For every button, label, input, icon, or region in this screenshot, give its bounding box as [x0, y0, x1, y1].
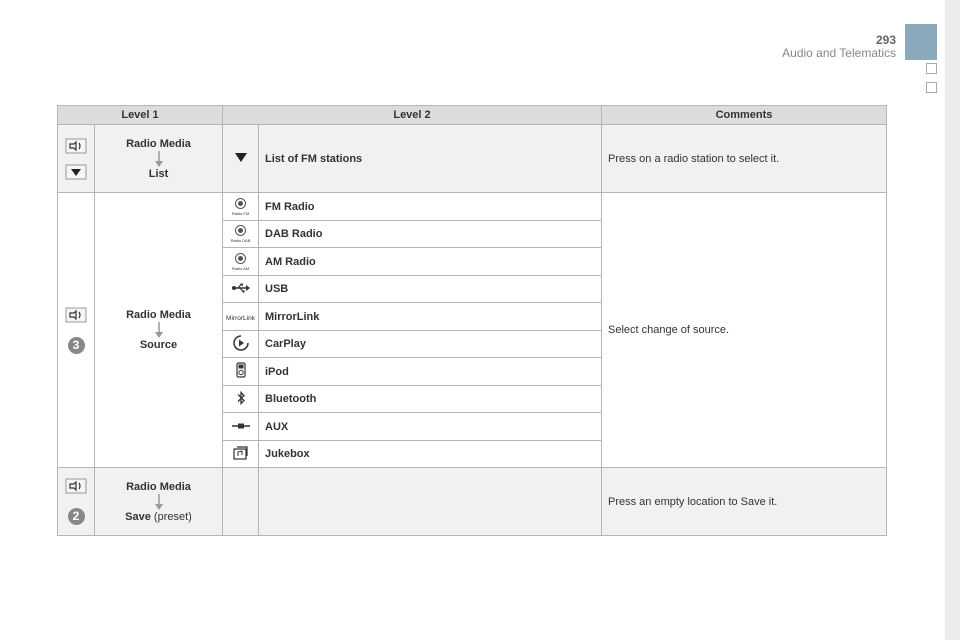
down-arrow-icon	[154, 494, 164, 510]
chapter-tab	[905, 24, 937, 60]
option-cell	[259, 468, 602, 536]
icon-caption: Radio FM	[231, 210, 250, 216]
option-icon-cell	[223, 193, 259, 221]
aux-icon	[231, 422, 251, 430]
level1-title: Radio Media	[126, 480, 191, 493]
option-list-fm-stations: List of FM stations	[259, 125, 602, 193]
down-arrow-icon	[154, 151, 164, 167]
option-jukebox: Jukebox	[259, 441, 602, 468]
page-edge-bar	[945, 0, 960, 640]
down-arrow-icon	[154, 322, 164, 338]
icon-caption: Radio DAB	[230, 238, 251, 243]
option-icon-cell	[223, 331, 259, 358]
level1-sub: Source	[139, 339, 178, 351]
option-ipod: iPod	[259, 358, 602, 386]
mirrorlink-icon: MirrorLink	[226, 314, 255, 322]
bluetooth-icon	[236, 390, 246, 406]
level1-title: Radio Media	[126, 137, 191, 150]
page-number: 293	[875, 33, 896, 47]
comment-cell: Press an empty location to Save it.	[602, 468, 887, 536]
carplay-icon	[232, 334, 250, 352]
level1-sub-bold: Save	[125, 510, 151, 523]
table-row	[58, 193, 887, 221]
radio-fm-icon	[235, 198, 246, 209]
step-badge: 2	[68, 508, 85, 525]
radio-media-icon	[65, 138, 87, 154]
level1-icon-cell	[58, 468, 95, 536]
comment-cell: Press on a radio station to select it.	[602, 125, 887, 193]
option-usb: USB	[259, 276, 602, 303]
menu-table	[57, 105, 887, 536]
table-row	[58, 468, 887, 536]
jukebox-icon	[232, 445, 250, 461]
option-bluetooth: Bluetooth	[259, 386, 602, 413]
option-fm-radio: FM Radio	[259, 193, 602, 221]
step-badge: 3	[68, 337, 85, 354]
ipod-icon	[236, 362, 246, 378]
level1-sub: List	[148, 167, 169, 180]
option-icon-cell	[223, 303, 259, 331]
option-icon-cell	[223, 441, 259, 468]
usb-icon	[231, 283, 251, 293]
radio-dab-icon	[235, 225, 246, 236]
level1-cell	[95, 193, 223, 468]
icon-caption: Radio AM	[231, 265, 250, 271]
level1-sub-normal: (preset)	[150, 510, 192, 523]
level1-icon-cell	[58, 125, 95, 193]
level1-cell	[95, 125, 223, 193]
option-icon-cell	[223, 221, 259, 248]
comment-cell: Select change of source.	[602, 193, 887, 468]
header-comments: Comments	[602, 106, 887, 125]
header-level1: Level 1	[58, 106, 223, 125]
option-mirrorlink: MirrorLink	[259, 303, 602, 331]
option-aux: AUX	[259, 413, 602, 441]
table-header-row	[58, 106, 887, 125]
edge-marker	[926, 63, 937, 74]
option-icon-cell	[223, 248, 259, 276]
option-icon-cell	[223, 413, 259, 441]
radio-am-icon	[235, 253, 246, 264]
section-title: Audio and Telematics	[782, 46, 896, 60]
option-dab-radio: DAB Radio	[259, 221, 602, 248]
option-icon-cell	[223, 468, 259, 536]
edge-marker	[926, 82, 937, 93]
option-carplay: CarPlay	[259, 331, 602, 358]
dropdown-triangle-icon	[234, 151, 248, 163]
table-row	[58, 125, 887, 193]
level1-cell	[95, 468, 223, 536]
option-icon-cell	[223, 386, 259, 413]
option-icon-cell	[223, 358, 259, 386]
level1-title: Radio Media	[126, 309, 191, 321]
option-icon-cell	[223, 125, 259, 193]
level1-icon-cell	[58, 193, 95, 468]
header-level2: Level 2	[223, 106, 602, 125]
option-am-radio: AM Radio	[259, 248, 602, 276]
radio-media-icon	[65, 307, 87, 323]
dropdown-triangle-icon	[65, 164, 87, 180]
option-icon-cell	[223, 276, 259, 303]
radio-media-icon	[65, 478, 87, 494]
